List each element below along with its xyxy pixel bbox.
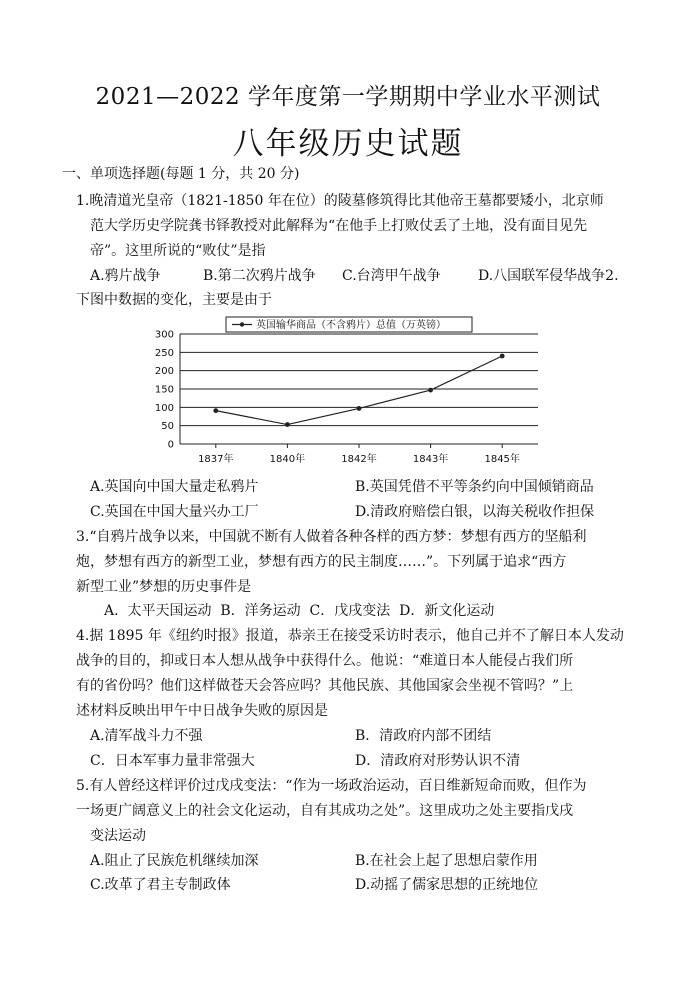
y-tick-label: 50: [161, 421, 174, 433]
exam-subtitle: 八年级历史试题: [232, 126, 464, 162]
q1-option-b: B.第二次鸦片战争: [203, 268, 316, 284]
q5-option-d: D.动摇了儒家思想的正统地位: [355, 877, 539, 893]
q3-line: 新型工业”梦想的历史事件是: [76, 579, 252, 595]
q5-line: 一场更广阔意义上的社会文化运动，自有其成功之处”。这里成功之处主要指戊戌: [76, 803, 574, 819]
legend-label: 英国输华商品（不含鸦片）总值（万英镑）: [256, 320, 446, 331]
q4-line: 4.据 1895 年《纽约时报》报道，恭亲王在接受采访时表示，他自己并不了解日本人发动: [76, 628, 624, 644]
x-tick-labels: [198, 452, 520, 465]
y-tick-label: 250: [154, 347, 174, 359]
q4-line: 述材料反映出甲午中日战争失败的原因是: [76, 703, 328, 719]
chart-grid: [180, 334, 538, 426]
q1-line: 1.晚清道光皇帝（1821-1850 年在位）的陵墓修筑得比其他帝王墓都要矮小，北京师: [76, 193, 604, 209]
q3-options: A. 太平天国运动 B．洋务运动 C．戊戌变法 D．新文化运动: [104, 603, 495, 619]
q4-line: 有的省份吗？他们这样做苍天会答应吗？其他民族、其他国家会坐视不管吗？”上: [76, 678, 574, 694]
chart-axes: [180, 334, 538, 448]
q5-line: 5.有人曾经这样评价过戊戌变法：“作为一场政治运动，百日维新短命而败，但作为: [76, 778, 587, 794]
q2-option-c: C.英国在中国大量兴办工厂: [90, 504, 259, 520]
data-point: [285, 422, 290, 427]
exam-title: 2021—2022 学年度第一学期期中学业水平测试: [95, 84, 601, 110]
x-tick-label: 1842年: [341, 454, 377, 465]
q4-option-a: A.清军战斗力不强: [90, 728, 203, 744]
data-point: [500, 354, 505, 359]
y-tick-label: 300: [154, 329, 174, 341]
q1-line: 范大学历史学院龚书铎教授对此解释为“在他手上打败仗丢了土地，没有面目见先: [90, 218, 588, 234]
x-tick-label: 1840年: [269, 454, 306, 465]
q3-line: 3.“自鸦片战争以来，中国就不断有人做着各种各样的西方梦：梦想有西方的坚船利: [76, 529, 587, 545]
legend-swatch-marker: [240, 322, 244, 326]
q2-line: 下图中数据的变化，主要是由于: [76, 292, 272, 308]
q3-line: 炮，梦想有西方的新型工业，梦想有西方的民主制度……”。下列属于追求“西方: [76, 554, 567, 570]
x-tick-label: 1845年: [484, 454, 520, 465]
series-line: [216, 356, 502, 425]
y-tick-label: 200: [154, 366, 174, 378]
q5-line: 变法运动: [90, 828, 146, 844]
data-point: [357, 406, 362, 411]
q5-option-a: A.阻止了民族危机继续加深: [90, 853, 259, 869]
y-tick-label: 0: [167, 439, 174, 451]
q1-option-a: A.鸦片战争: [90, 268, 161, 284]
y-tick-label: 150: [154, 384, 174, 396]
q2-option-d: D.清政府赔偿白银，以海关税收作担保: [355, 504, 595, 520]
section-heading: 一、单项选择题(每题 1 分，共 20 分): [62, 166, 300, 182]
q1-line: 帝”。这里所说的“败仗”是指: [90, 243, 266, 259]
data-point: [213, 408, 218, 413]
data-point: [428, 388, 433, 393]
y-tick-label: 100: [154, 402, 174, 414]
q4-option-b: B．清政府内部不团结: [355, 728, 492, 744]
q2-option-b: B.英国凭借不平等条约向中国倾销商品: [355, 479, 594, 495]
q4-line: 战争的目的，抑或日本人想从战争中获得什么。他说：“难道日本人能侵占我们所: [76, 653, 574, 669]
q4-option-d: D．清政府对形势认识不清: [355, 753, 521, 769]
q1-option-c: C.台湾甲午战争: [342, 268, 441, 284]
q4-option-c: C．日本军事力量非常强大: [90, 753, 255, 769]
y-tick-labels: [155, 330, 174, 451]
q1-option-d: D.八国联军侵华战争2.: [478, 268, 619, 284]
q2-option-a: A.英国向中国大量走私鸦片: [90, 479, 259, 495]
line-chart: [140, 314, 550, 472]
x-tick-label: 1843年: [412, 454, 449, 465]
chart-series: [213, 354, 504, 427]
chart-legend: [226, 317, 472, 332]
q5-option-c: C.改革了君主专制政体: [90, 877, 231, 893]
x-tick-label: 1837年: [198, 454, 234, 465]
q5-option-b: B.在社会上起了思想启蒙作用: [355, 853, 538, 869]
